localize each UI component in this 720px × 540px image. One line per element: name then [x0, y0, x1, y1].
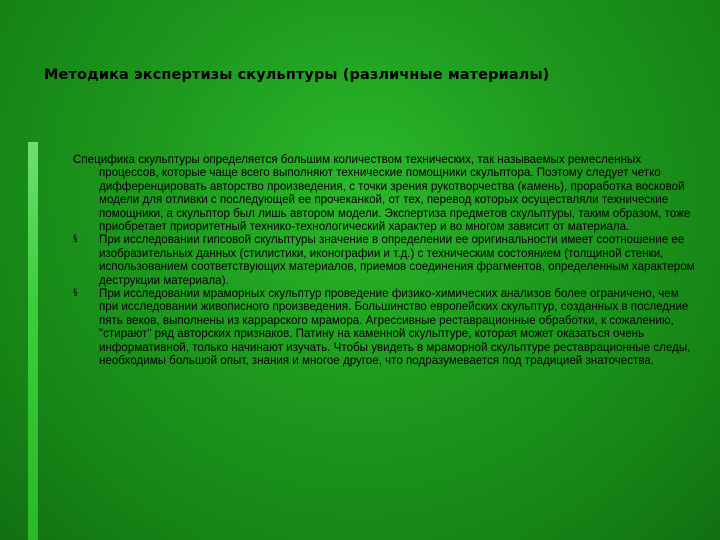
- bullet-icon: §: [73, 234, 78, 245]
- bullet-item-gypsum: [73, 233, 695, 287]
- slide-title: Методика экспертизы скульптуры (различные материалы): [44, 67, 550, 83]
- bullet-item-marble: [73, 287, 695, 367]
- paragraph-text: При исследовании гипсовой скульптуры значение в определении ее оригинальности имеет соотношение ее изобразительных данных (стилистики, иконографии и т.д.) с техническим состоянием (толщиной стенки, использованием соответствующих материалов, приемов соединения фрагментов, определенным характером деструкции материала).: [99, 233, 695, 287]
- paragraph-text: При исследовании мраморных скульптур проведение физико-химических анализов более ограничено, чем при исследовании живописного произведения. Большинство европейских скульптур, созданных в последние пять веков, выполнены из каррарского мрамора. Агрессивные реставрационные обработки, к сожалению, "стирают" ряд авторских признаков. Патину на каменной скульптуре, которая может оказаться очень информативной, только начинают изучать. Чтобы увидеть в мраморной скульптуре реставрационные следы, необходимы большой опыт, знания и многое другое, что подразумевается под традицией знаточества.: [99, 287, 691, 368]
- bullet-icon: §: [73, 288, 78, 299]
- paragraph-text: Специфика скульптуры определяется большим количеством технических, так называемых ремесленных процессов, которые чаще всего выполняют технические помощники скульптора. Поэтому следует четко дифференцировать авторство произведения, с точки зрения рукотворчества (камень), проработка восковой модели для отливки с последующей ее прочеканкой, от тех, перевод которых осуществляли технические помощники, а скульптор был лишь автором модели. Экспертиза предметов скульптуры, таким образом, тоже приобретает приоритетный технико-технологический характер и во многом зависит от материала.: [73, 153, 691, 234]
- slide-body: [73, 153, 695, 368]
- paragraph-intro: [73, 153, 695, 233]
- accent-bar: [28, 142, 38, 540]
